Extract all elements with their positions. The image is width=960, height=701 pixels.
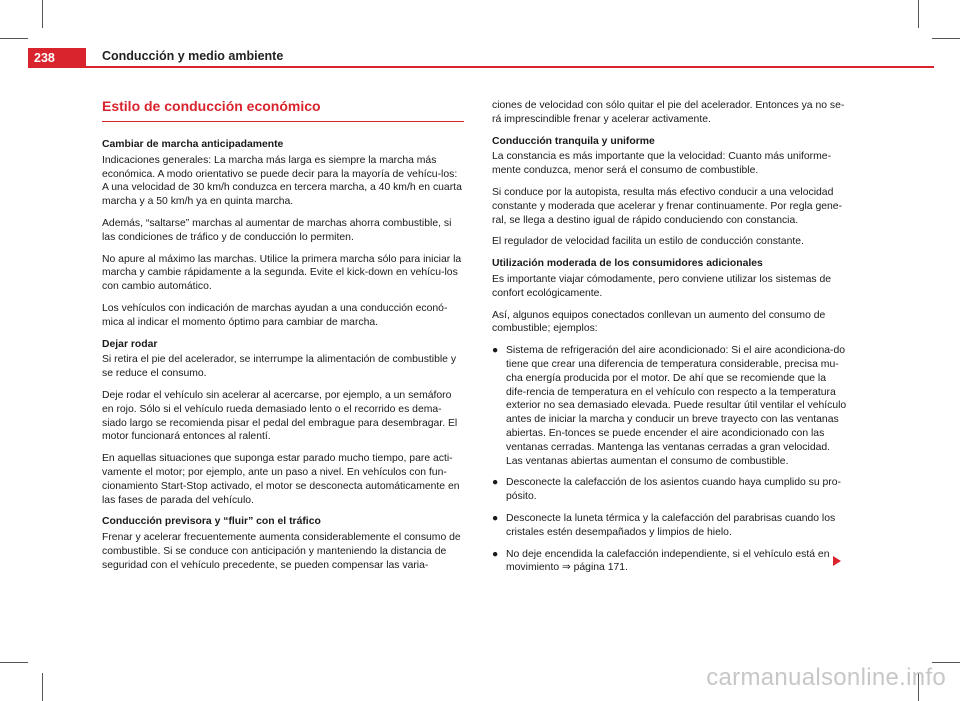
right-column — [492, 99, 848, 583]
list-item — [492, 512, 848, 540]
list-item-text: Desconecte la calefacción de los asientos cuando haya cumplido su pro-pósito. — [506, 477, 842, 503]
list-item-text: Sistema de refrigeración del aire acondicionado: Si el aire acondiciona-do tiene que crear una diferencia de temperatura considerable, precisa mu-cha energía producida por el motor. De ahí que se recomiende que la dife-rencia de temperatura en el vehículo con respecto a la temperatura exterior no sea demasiado elevada. Puede resultar útil ventilar el vehículo antes de iniciar la marcha y conducir un breve trayecto con las ventanas abiertas. En-tonces se puede encender el aire acondicionado con las ventanas cerradas. Mantenga las ventanas cerradas a gran velocidad. Las ventanas abiertas aumentan el consumo de combustible. — [506, 345, 847, 467]
crop-mark — [918, 0, 919, 28]
paragraph: Indicaciones generales: La marcha más larga es siempre la marcha más económica. A modo orientativo se puede decir para la mayoría de vehícu-los: A una velocidad de 30 km/h conduzca en tercera marcha, a 40 km/h en cuarta marcha y a 50 km/h ya en quinta marcha. — [102, 154, 462, 208]
continue-arrow-icon — [833, 556, 841, 566]
subheading: Cambiar de marcha anticipadamente — [102, 139, 284, 150]
paragraph: Así, algunos equipos conectados conllevan un aumento del consumo de combustible; ejemplos: — [492, 309, 826, 335]
section-title: Estilo de conducción económico — [102, 98, 464, 122]
crop-mark — [932, 662, 960, 663]
crop-mark — [42, 673, 43, 701]
list-item-text: Desconecte la luneta térmica y la calefacción del parabrisas cuando los cristales estén desempañados y limpios de hielo. — [506, 512, 836, 538]
list-item — [492, 548, 848, 576]
subheading: Utilización moderada de los consumidores adicionales — [492, 258, 763, 270]
paragraph: ciones de velocidad con sólo quitar el pie del acelerador. Entonces ya no se-rá imprescindible frenar y acelerar activamente. — [492, 100, 845, 125]
list-item — [492, 344, 848, 468]
crop-mark — [0, 38, 28, 39]
paragraph: No apure al máximo las marchas. Utilice la primera marcha sólo para iniciar la marcha y cambie rápidamente a la segunda. Evite el kick-down en vehícu-los con cambio automático. — [102, 253, 462, 293]
subheading: Conducción previsora y “fluir” con el tráfico — [102, 516, 321, 528]
chapter-title: Conducción y medio ambiente — [102, 49, 284, 63]
paragraph: El regulador de velocidad facilita un estilo de conducción constante. — [492, 236, 804, 248]
crop-mark — [932, 38, 960, 39]
paragraph: Frenar y acelerar frecuentemente aumenta considerablemente el consumo de combustible. Si se conduce con anticipación y manteniendo la distancia de seguridad con el vehículo precedente, se pueden compensar las varia- — [102, 532, 461, 571]
paragraph: Si retira el pie del acelerador, se interrumpe la alimentación de combustible y se reduce el consumo. — [102, 354, 457, 380]
crop-mark — [42, 0, 43, 28]
list-item — [492, 476, 848, 504]
subheading: Dejar rodar — [102, 338, 158, 350]
page-number: 238 — [28, 48, 86, 68]
left-column — [102, 98, 464, 581]
bullet-icon: ● — [492, 345, 499, 357]
subheading: Conducción tranquila y uniforme — [492, 135, 655, 147]
watermark: carmanualsonline.info — [706, 664, 946, 691]
header-rule — [86, 66, 934, 68]
bullet-icon: ● — [492, 548, 499, 560]
list-item-text: No deje encendida la calefacción independiente, si el vehículo está en movimiento ⇒ página 171. — [506, 548, 830, 574]
crop-mark — [0, 662, 28, 663]
paragraph: La constancia es más importante que la velocidad: Cuanto más uniforme-mente conduzca, menor será el consumo de combustible. — [492, 151, 832, 177]
paragraph: Si conduce por la autopista, resulta más efectivo conducir a una velocidad constante y moderada que acelerar y frenar continuamente. Por regla gene-ral, se llega a destino igual de rápido conduciendo con constancia. — [492, 186, 843, 226]
paragraph: Deje rodar el vehículo sin acelerar al acercarse, por ejemplo, a un semáforo en rojo. Sólo si el vehículo rueda demasiado lento o el recorrido es dema-siado largo se recomienda pisar el pedal del embrague para desembragar. El motor funcionará entonces al ralentí. — [102, 389, 458, 443]
bullet-icon: ● — [492, 477, 499, 489]
paragraph: Los vehículos con indicación de marchas ayudan a una conducción econó-mica al indicar el momento óptimo para cambiar de marcha. — [102, 302, 448, 328]
paragraph: Además, “saltarse” marchas al aumentar de marchas ahorra combustible, si las condiciones de tráfico y de conducción lo permiten. — [102, 217, 452, 243]
paragraph: En aquellas situaciones que suponga estar parado mucho tiempo, pare acti-vamente el motor; por ejemplo, ante un paso a nivel. En vehículos con fun-cionamiento Start-Stop activado, el motor se desconecta automáticamente en las fases de parada del vehículo. — [102, 453, 460, 506]
bullet-icon: ● — [492, 512, 499, 524]
paragraph: Es importante viajar cómodamente, pero conviene utilizar los sistemas de confort ecológicamente. — [492, 273, 832, 299]
